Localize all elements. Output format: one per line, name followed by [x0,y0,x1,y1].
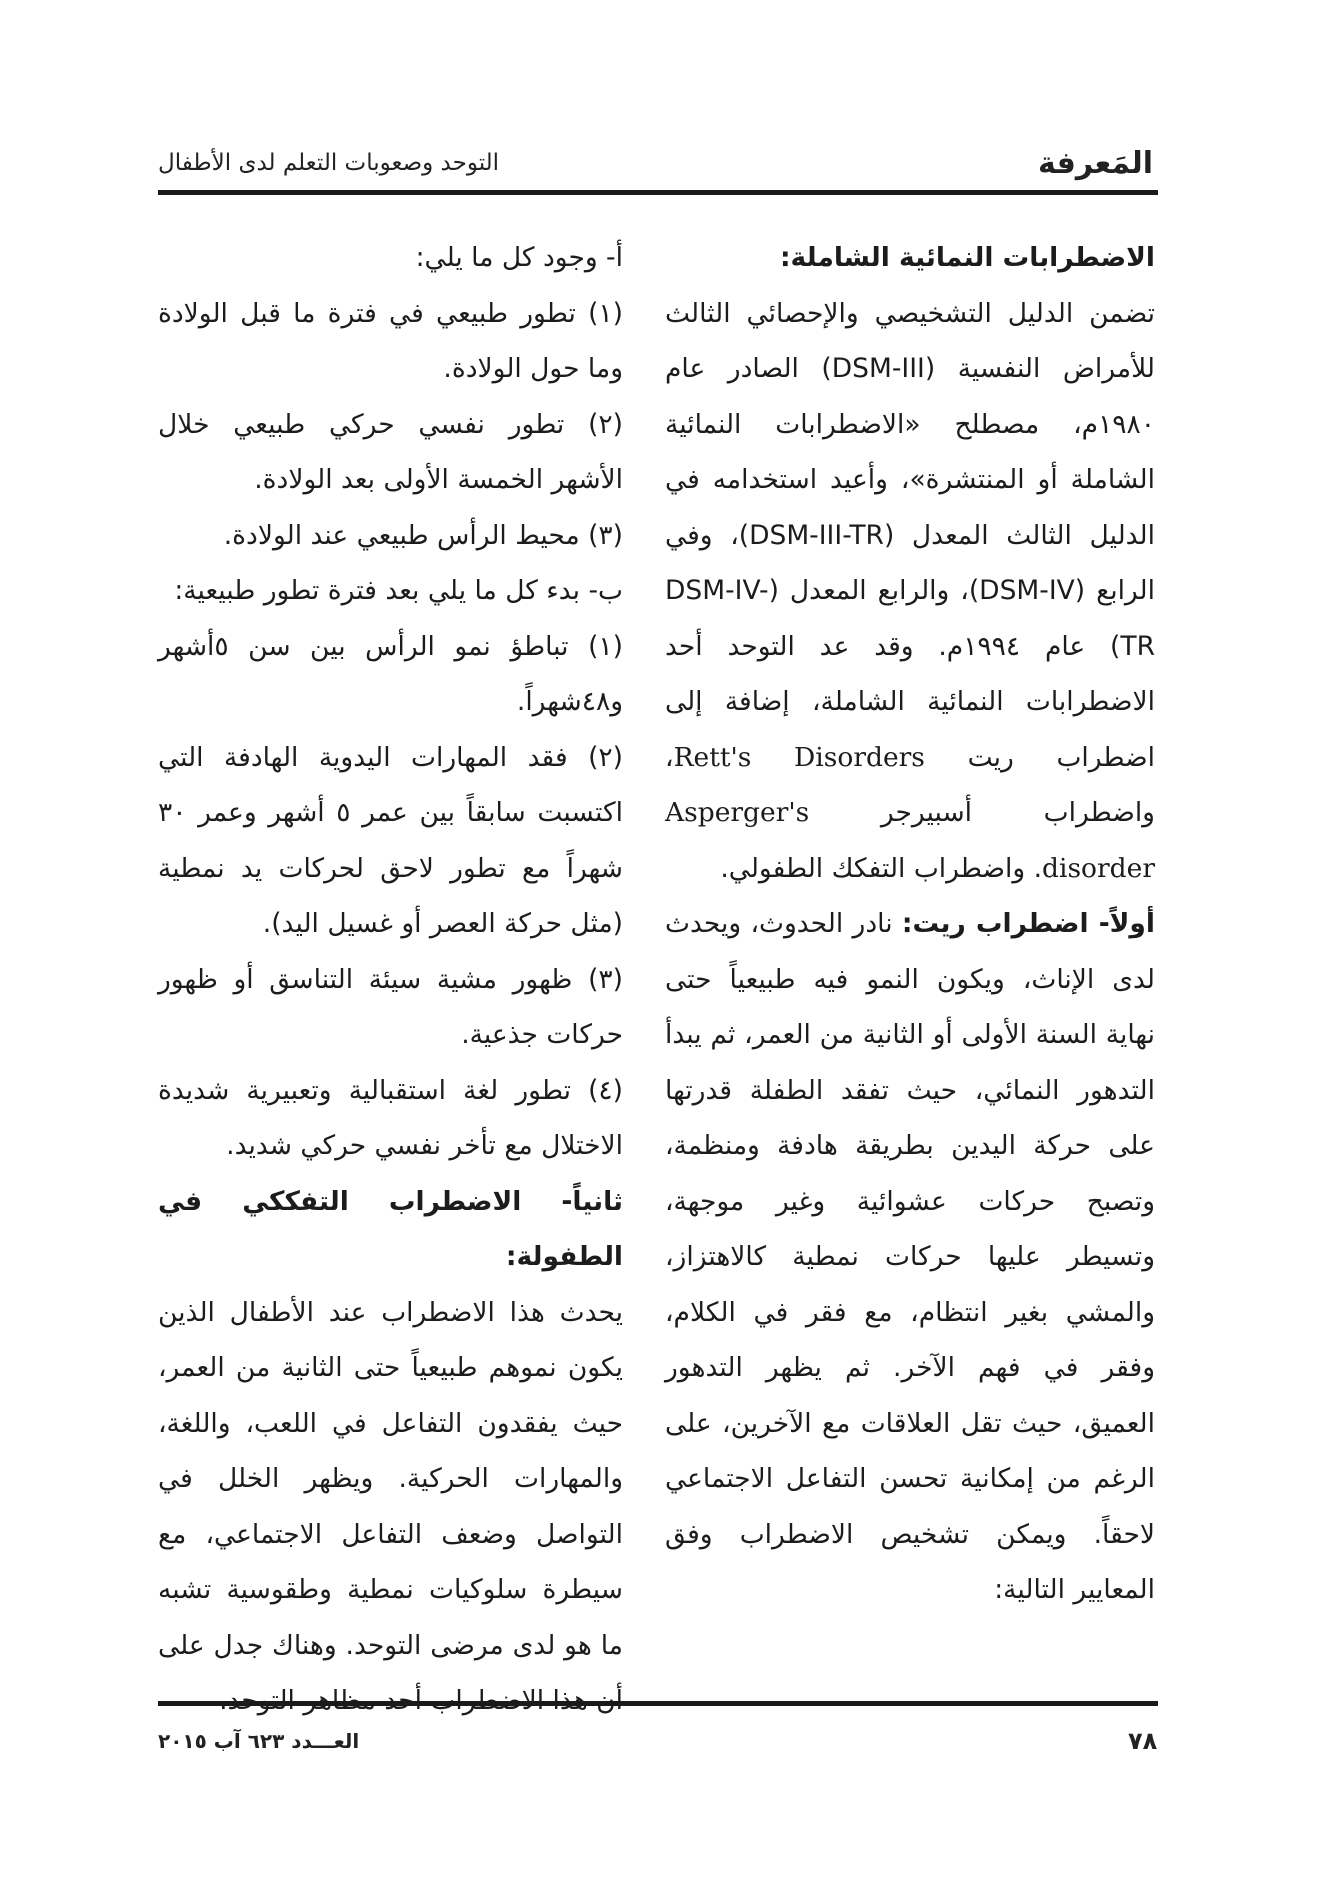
pdd-intro-mid: ، واضطراب أسبيرجر [665,741,1155,828]
left-column [158,230,623,1729]
footer-rule [158,1701,1158,1706]
magazine-logo: المَعرفة [1038,146,1154,181]
criteria-a3: (٣) محيط الرأس طبيعي عند الولادة. [223,519,623,551]
criteria-a2: (٢) تطور نفسي حركي طبيعي خلال الأشهر الخمسة الأولى بعد الولادة. [158,408,623,495]
paragraph-pdd-intro [665,286,1155,897]
criteria-b-intro: ب- بدء كل ما يلي بعد فترة تطور طبيعية: [174,575,623,606]
running-title: التوحد وصعوبات التعلم لدى الأطفال [158,150,500,176]
paragraph-cdd: يحدث هذا الاضطراب عند الأطفال الذين يكون نموهم طبيعياً حتى الثانية من العمر، حيث يفقدون التفاعل في اللعب، واللغة، والمهارات الحركية. ويظهر الخلل في التواصل وضعف التفاعل الاجتماعي، مع سيطرة سلوكيات نمطية وطقوسية تشبه ما هو لدى مرضى التوحد. وهناك جدل على [158,1296,623,1661]
criteria-b3: (٣) ظهور مشية سيئة التناسق أو ظهور حركات جذعية. [158,963,623,1050]
rett-lead: أولاً- اضطراب ريت: [901,908,1155,939]
page-number: ٧٨ [1128,1727,1158,1755]
issue-info: العـــدد ٦٢٣ آب ٢٠١٥ [158,1729,360,1753]
criteria-b4: (٤) تطور لغة استقبالية وتعبيرية شديدة الاختلال مع تأخر نفسي حركي شديد. [158,1074,623,1161]
criteria-b1: (١) تباطؤ نمو الرأس بين سن ٥أشهر و٤٨شهراً. [158,630,623,717]
section-heading-cdd: ثانياً- الاضطراب التفككي في الطفولة: [158,1185,623,1272]
criteria-a1: (١) تطور طبيعي في فترة ما قبل الولادة وما حول الولادة. [158,297,623,384]
pdd-intro-end: . واضطراب التفكك الطفولي. [720,852,1043,884]
criteria-a-intro: أ- وجود كل ما يلي: [415,242,623,273]
pdd-intro-text: تضمن الدليل التشخيصي والإحصائي الثالث للأمراض النفسية (DSM-III) الصادر عام ١٩٨٠م، مصطلح «الاضطرابات النمائية الشاملة أو المنتشرة»، وأعيد استخدامه في الدليل الثالث المعدل (DSM-III-TR)، وفي الرابع (DSM-IV)، والرابع المعدل (DSM-IV-TR) عام ١٩٩٤م. وقد عد التوحد أحد الاضطرابات النمائية الشاملة، إضافة إلى اضطراب ريت [665,297,1155,773]
paragraph-rett [665,896,1155,1618]
criteria-b2: (٢) فقد المهارات اليدوية الهادفة التي اكتسبت سابقاً بين عمر ٥ أشهر وعمر ٣٠ شهراً مع تطور لاحق لحركات يد نمطية (مثل حركة العصر أو غسيل اليد). [158,741,623,939]
header-rule [158,190,1158,195]
right-column [665,230,1155,1618]
rett-body: نادر الحدوث، ويحدث لدى الإناث، ويكون النمو فيه طبيعياً حتى نهاية السنة الأولى أو الثانية من العمر، ثم يبدأ التدهور النمائي، حيث تفقد الطفلة قدرتها على حركة اليدين بطريقة هادفة ومنظمة، وتصبح حركات عشوائية وغير موجهة، وتسيطر عليها حركات نمطية كالاهتزاز، والمشي بغير انتظام، مع فقر في الكلام، وفقر في فهم الآخر. ثم يظهر التدهور العميق، حيث تقل العلاقات مع الآخرين، على الرغم من إمكانية تحسن التفاعل الاجتماعي لاحقاً. ويمكن تشخيص الاضطراب وفق المعايير التالية: [665,908,1155,1605]
section-heading-pdd: الاضطرابات النمائية الشاملة: [779,242,1155,273]
term-rett: Rett's Disorders [673,741,925,773]
term-asperger: Asperger's disorder [665,797,1155,884]
